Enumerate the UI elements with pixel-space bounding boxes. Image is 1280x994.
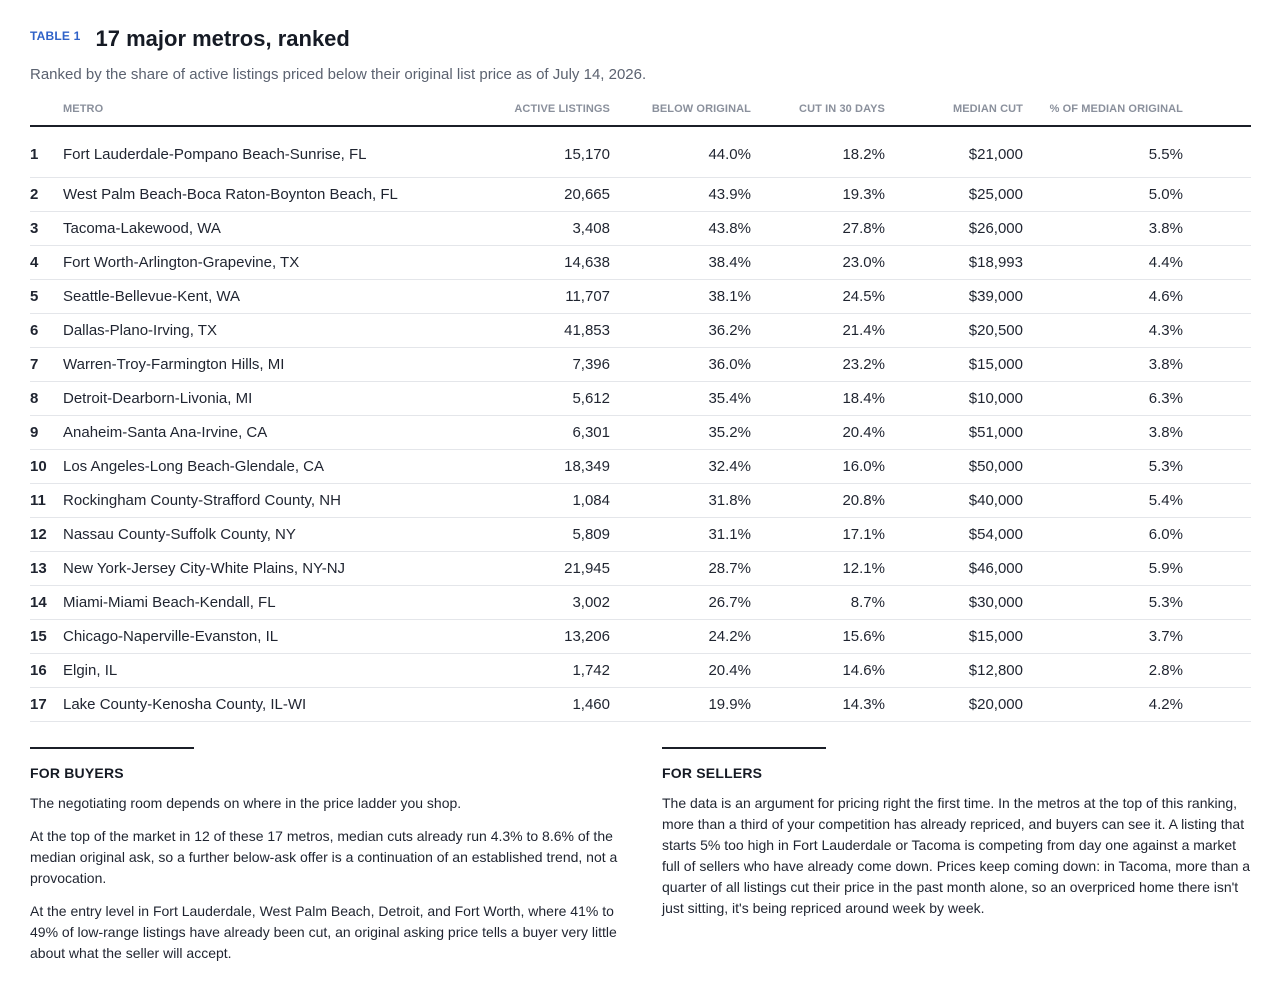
active-listings-cell: 3,408 [463, 212, 610, 246]
metro-cell: Elgin, IL [63, 654, 463, 688]
pct-of-median-original-cell: 5.4% [1023, 484, 1183, 518]
table-row [30, 484, 1251, 518]
rank-cell: 16 [30, 654, 63, 688]
cut-in-30-days-cell: 8.7% [751, 586, 885, 620]
metros-table [30, 98, 1251, 722]
cut-in-30-days-cell: 20.8% [751, 484, 885, 518]
cut-in-30-days-cell: 18.4% [751, 382, 885, 416]
below-original-cell: 35.4% [610, 382, 751, 416]
rank-cell: 15 [30, 620, 63, 654]
active-listings-cell: 5,612 [463, 382, 610, 416]
active-listings-cell: 1,084 [463, 484, 610, 518]
pct-of-median-original-cell: 5.3% [1023, 450, 1183, 484]
rank-cell: 11 [30, 484, 63, 518]
cut-in-30-days-cell: 24.5% [751, 280, 885, 314]
table-row [30, 280, 1251, 314]
rank-cell: 4 [30, 246, 63, 280]
notes-section [30, 747, 1251, 964]
metro-cell: Fort Lauderdale-Pompano Beach-Sunrise, FL [63, 126, 463, 178]
metro-cell: Chicago-Naperville-Evanston, IL [63, 620, 463, 654]
row-spacer [1183, 416, 1251, 450]
below-original-cell: 32.4% [610, 450, 751, 484]
sellers-heading: FOR SELLERS [662, 765, 763, 781]
cut-in-30-days-cell: 19.3% [751, 178, 885, 212]
metro-cell: Warren-Troy-Farmington Hills, MI [63, 348, 463, 382]
buyers-rule [30, 747, 194, 749]
cut-in-30-days-cell: 21.4% [751, 314, 885, 348]
active-listings-cell: 15,170 [463, 126, 610, 178]
below-original-cell: 36.0% [610, 348, 751, 382]
metro-cell: Dallas-Plano-Irving, TX [63, 314, 463, 348]
below-original-cell: 28.7% [610, 552, 751, 586]
pct-of-median-original-cell: 3.7% [1023, 620, 1183, 654]
rank-cell: 17 [30, 688, 63, 722]
below-original-cell: 38.1% [610, 280, 751, 314]
table-tag: TABLE 1 [30, 29, 81, 43]
metro-cell: West Palm Beach-Boca Raton-Boynton Beach, FL [63, 178, 463, 212]
cut-in-30-days-cell: 14.6% [751, 654, 885, 688]
active-listings-cell: 5,809 [463, 518, 610, 552]
rank-cell: 8 [30, 382, 63, 416]
table-row [30, 212, 1251, 246]
rank-cell: 12 [30, 518, 63, 552]
cut-in-30-days-cell: 20.4% [751, 416, 885, 450]
column-header-below-original: BELOW ORIGINAL [610, 98, 751, 126]
active-listings-cell: 14,638 [463, 246, 610, 280]
below-original-cell: 20.4% [610, 654, 751, 688]
column-header-rank [30, 98, 63, 126]
title-row [30, 26, 1251, 54]
row-spacer [1183, 688, 1251, 722]
row-spacer [1183, 484, 1251, 518]
sellers-rule [662, 747, 826, 749]
below-original-cell: 31.8% [610, 484, 751, 518]
metro-cell: Miami-Miami Beach-Kendall, FL [63, 586, 463, 620]
table-row [30, 126, 1251, 178]
cut-in-30-days-cell: 23.2% [751, 348, 885, 382]
active-listings-cell: 6,301 [463, 416, 610, 450]
metro-cell: New York-Jersey City-White Plains, NY-NJ [63, 552, 463, 586]
metro-cell: Los Angeles-Long Beach-Glendale, CA [63, 450, 463, 484]
table-row [30, 382, 1251, 416]
pct-of-median-original-cell: 5.3% [1023, 586, 1183, 620]
rank-cell: 3 [30, 212, 63, 246]
cut-in-30-days-cell: 27.8% [751, 212, 885, 246]
table-header-row [30, 98, 1251, 126]
below-original-cell: 31.1% [610, 518, 751, 552]
table-row [30, 246, 1251, 280]
active-listings-cell: 41,853 [463, 314, 610, 348]
table-body [30, 126, 1251, 722]
median-cut-cell: $54,000 [885, 518, 1023, 552]
active-listings-cell: 7,396 [463, 348, 610, 382]
table-row [30, 450, 1251, 484]
page [30, 26, 1251, 722]
median-cut-cell: $39,000 [885, 280, 1023, 314]
row-spacer [1183, 552, 1251, 586]
row-spacer [1183, 126, 1251, 178]
below-original-cell: 43.9% [610, 178, 751, 212]
active-listings-cell: 3,002 [463, 586, 610, 620]
pct-of-median-original-cell: 4.4% [1023, 246, 1183, 280]
row-spacer [1183, 518, 1251, 552]
median-cut-cell: $20,000 [885, 688, 1023, 722]
active-listings-cell: 18,349 [463, 450, 610, 484]
rank-cell: 10 [30, 450, 63, 484]
median-cut-cell: $15,000 [885, 620, 1023, 654]
active-listings-cell: 1,742 [463, 654, 610, 688]
median-cut-cell: $46,000 [885, 552, 1023, 586]
cut-in-30-days-cell: 15.6% [751, 620, 885, 654]
pct-of-median-original-cell: 3.8% [1023, 348, 1183, 382]
below-original-cell: 26.7% [610, 586, 751, 620]
active-listings-cell: 21,945 [463, 552, 610, 586]
table-row [30, 518, 1251, 552]
median-cut-cell: $21,000 [885, 126, 1023, 178]
below-original-cell: 43.8% [610, 212, 751, 246]
rank-cell: 6 [30, 314, 63, 348]
buyers-heading: FOR BUYERS [30, 765, 124, 781]
table-row [30, 688, 1251, 722]
rank-cell: 13 [30, 552, 63, 586]
pct-of-median-original-cell: 6.0% [1023, 518, 1183, 552]
rank-cell: 14 [30, 586, 63, 620]
cut-in-30-days-cell: 16.0% [751, 450, 885, 484]
row-spacer [1183, 178, 1251, 212]
median-cut-cell: $30,000 [885, 586, 1023, 620]
column-header-pct-of-median-original: % OF MEDIAN ORIGINAL [1023, 98, 1183, 126]
row-spacer [1183, 654, 1251, 688]
row-spacer [1183, 212, 1251, 246]
below-original-cell: 19.9% [610, 688, 751, 722]
buyers-paragraph: At the entry level in Fort Lauderdale, West Palm Beach, Detroit, and Fort Worth, where 41% to 49% of low-range listings have already been cut, an original asking price tells a buyer very little about what the seller will accept. [30, 903, 617, 961]
pct-of-median-original-cell: 4.6% [1023, 280, 1183, 314]
pct-of-median-original-cell: 4.3% [1023, 314, 1183, 348]
table-row [30, 314, 1251, 348]
rank-cell: 2 [30, 178, 63, 212]
below-original-cell: 38.4% [610, 246, 751, 280]
metro-cell: Detroit-Dearborn-Livonia, MI [63, 382, 463, 416]
page-title: 17 major metros, ranked [95, 26, 350, 51]
cut-in-30-days-cell: 12.1% [751, 552, 885, 586]
pct-of-median-original-cell: 2.8% [1023, 654, 1183, 688]
column-header-active-listings: ACTIVE LISTINGS [463, 98, 610, 126]
row-spacer [1183, 246, 1251, 280]
pct-of-median-original-cell: 4.2% [1023, 688, 1183, 722]
buyers-paragraph: At the top of the market in 12 of these 17 metros, median cuts already run 4.3% to 8.6% of the median original ask, so a further below-ask offer is a continuation of an established trend, not a provocation. [30, 828, 618, 886]
median-cut-cell: $12,800 [885, 654, 1023, 688]
metro-cell: Seattle-Bellevue-Kent, WA [63, 280, 463, 314]
table-row [30, 620, 1251, 654]
table-row [30, 654, 1251, 688]
table-row [30, 552, 1251, 586]
row-spacer [1183, 586, 1251, 620]
metro-cell: Tacoma-Lakewood, WA [63, 212, 463, 246]
table-row [30, 586, 1251, 620]
rank-cell: 1 [30, 126, 63, 178]
column-header-cut-in-30-days: CUT IN 30 DAYS [751, 98, 885, 126]
median-cut-cell: $15,000 [885, 348, 1023, 382]
buyers-paragraph: The negotiating room depends on where in the price ladder you shop. [30, 795, 462, 811]
median-cut-cell: $51,000 [885, 416, 1023, 450]
table-row [30, 416, 1251, 450]
median-cut-cell: $40,000 [885, 484, 1023, 518]
below-original-cell: 24.2% [610, 620, 751, 654]
below-original-cell: 36.2% [610, 314, 751, 348]
cut-in-30-days-cell: 14.3% [751, 688, 885, 722]
row-spacer [1183, 382, 1251, 416]
metro-cell: Fort Worth-Arlington-Grapevine, TX [63, 246, 463, 280]
buyers-note [30, 747, 662, 964]
pct-of-median-original-cell: 5.9% [1023, 552, 1183, 586]
row-spacer [1183, 450, 1251, 484]
metro-cell: Rockingham County-Strafford County, NH [63, 484, 463, 518]
pct-of-median-original-cell: 3.8% [1023, 212, 1183, 246]
median-cut-cell: $18,993 [885, 246, 1023, 280]
page-subtitle: Ranked by the share of active listings priced below their original list price as of July 14, 2026. [30, 66, 647, 83]
rank-cell: 7 [30, 348, 63, 382]
cut-in-30-days-cell: 23.0% [751, 246, 885, 280]
table-row [30, 348, 1251, 382]
rank-cell: 5 [30, 280, 63, 314]
below-original-cell: 44.0% [610, 126, 751, 178]
metro-cell: Lake County-Kenosha County, IL-WI [63, 688, 463, 722]
row-spacer [1183, 314, 1251, 348]
median-cut-cell: $50,000 [885, 450, 1023, 484]
below-original-cell: 35.2% [610, 416, 751, 450]
active-listings-cell: 20,665 [463, 178, 610, 212]
pct-of-median-original-cell: 5.0% [1023, 178, 1183, 212]
sellers-note [662, 747, 1251, 964]
median-cut-cell: $10,000 [885, 382, 1023, 416]
sellers-paragraph: The data is an argument for pricing right the first time. In the metros at the top of this ranking, more than a third of your competition has already repriced, and buyers can see it. A listing that starts 5% too high in Fort Lauderdale or Tacoma is competing from day one against a market full of sellers who have already come down. Prices keep coming down: in Tacoma, more than a quarter of all listings cut their price in the past month alone, so an overpriced home there isn't just sitting, it's being repriced around week by week. [662, 795, 1251, 916]
cut-in-30-days-cell: 18.2% [751, 126, 885, 178]
column-header-median-cut: MEDIAN CUT [885, 98, 1023, 126]
active-listings-cell: 13,206 [463, 620, 610, 654]
row-spacer [1183, 620, 1251, 654]
median-cut-cell: $25,000 [885, 178, 1023, 212]
rank-cell: 9 [30, 416, 63, 450]
active-listings-cell: 11,707 [463, 280, 610, 314]
row-spacer [1183, 280, 1251, 314]
table-row [30, 178, 1251, 212]
metro-cell: Anaheim-Santa Ana-Irvine, CA [63, 416, 463, 450]
pct-of-median-original-cell: 6.3% [1023, 382, 1183, 416]
cut-in-30-days-cell: 17.1% [751, 518, 885, 552]
median-cut-cell: $20,500 [885, 314, 1023, 348]
column-header-metro: METRO [63, 98, 463, 126]
row-spacer [1183, 348, 1251, 382]
pct-of-median-original-cell: 3.8% [1023, 416, 1183, 450]
median-cut-cell: $26,000 [885, 212, 1023, 246]
pct-of-median-original-cell: 5.5% [1023, 126, 1183, 178]
metro-cell: Nassau County-Suffolk County, NY [63, 518, 463, 552]
column-header-spacer [1183, 98, 1251, 126]
active-listings-cell: 1,460 [463, 688, 610, 722]
